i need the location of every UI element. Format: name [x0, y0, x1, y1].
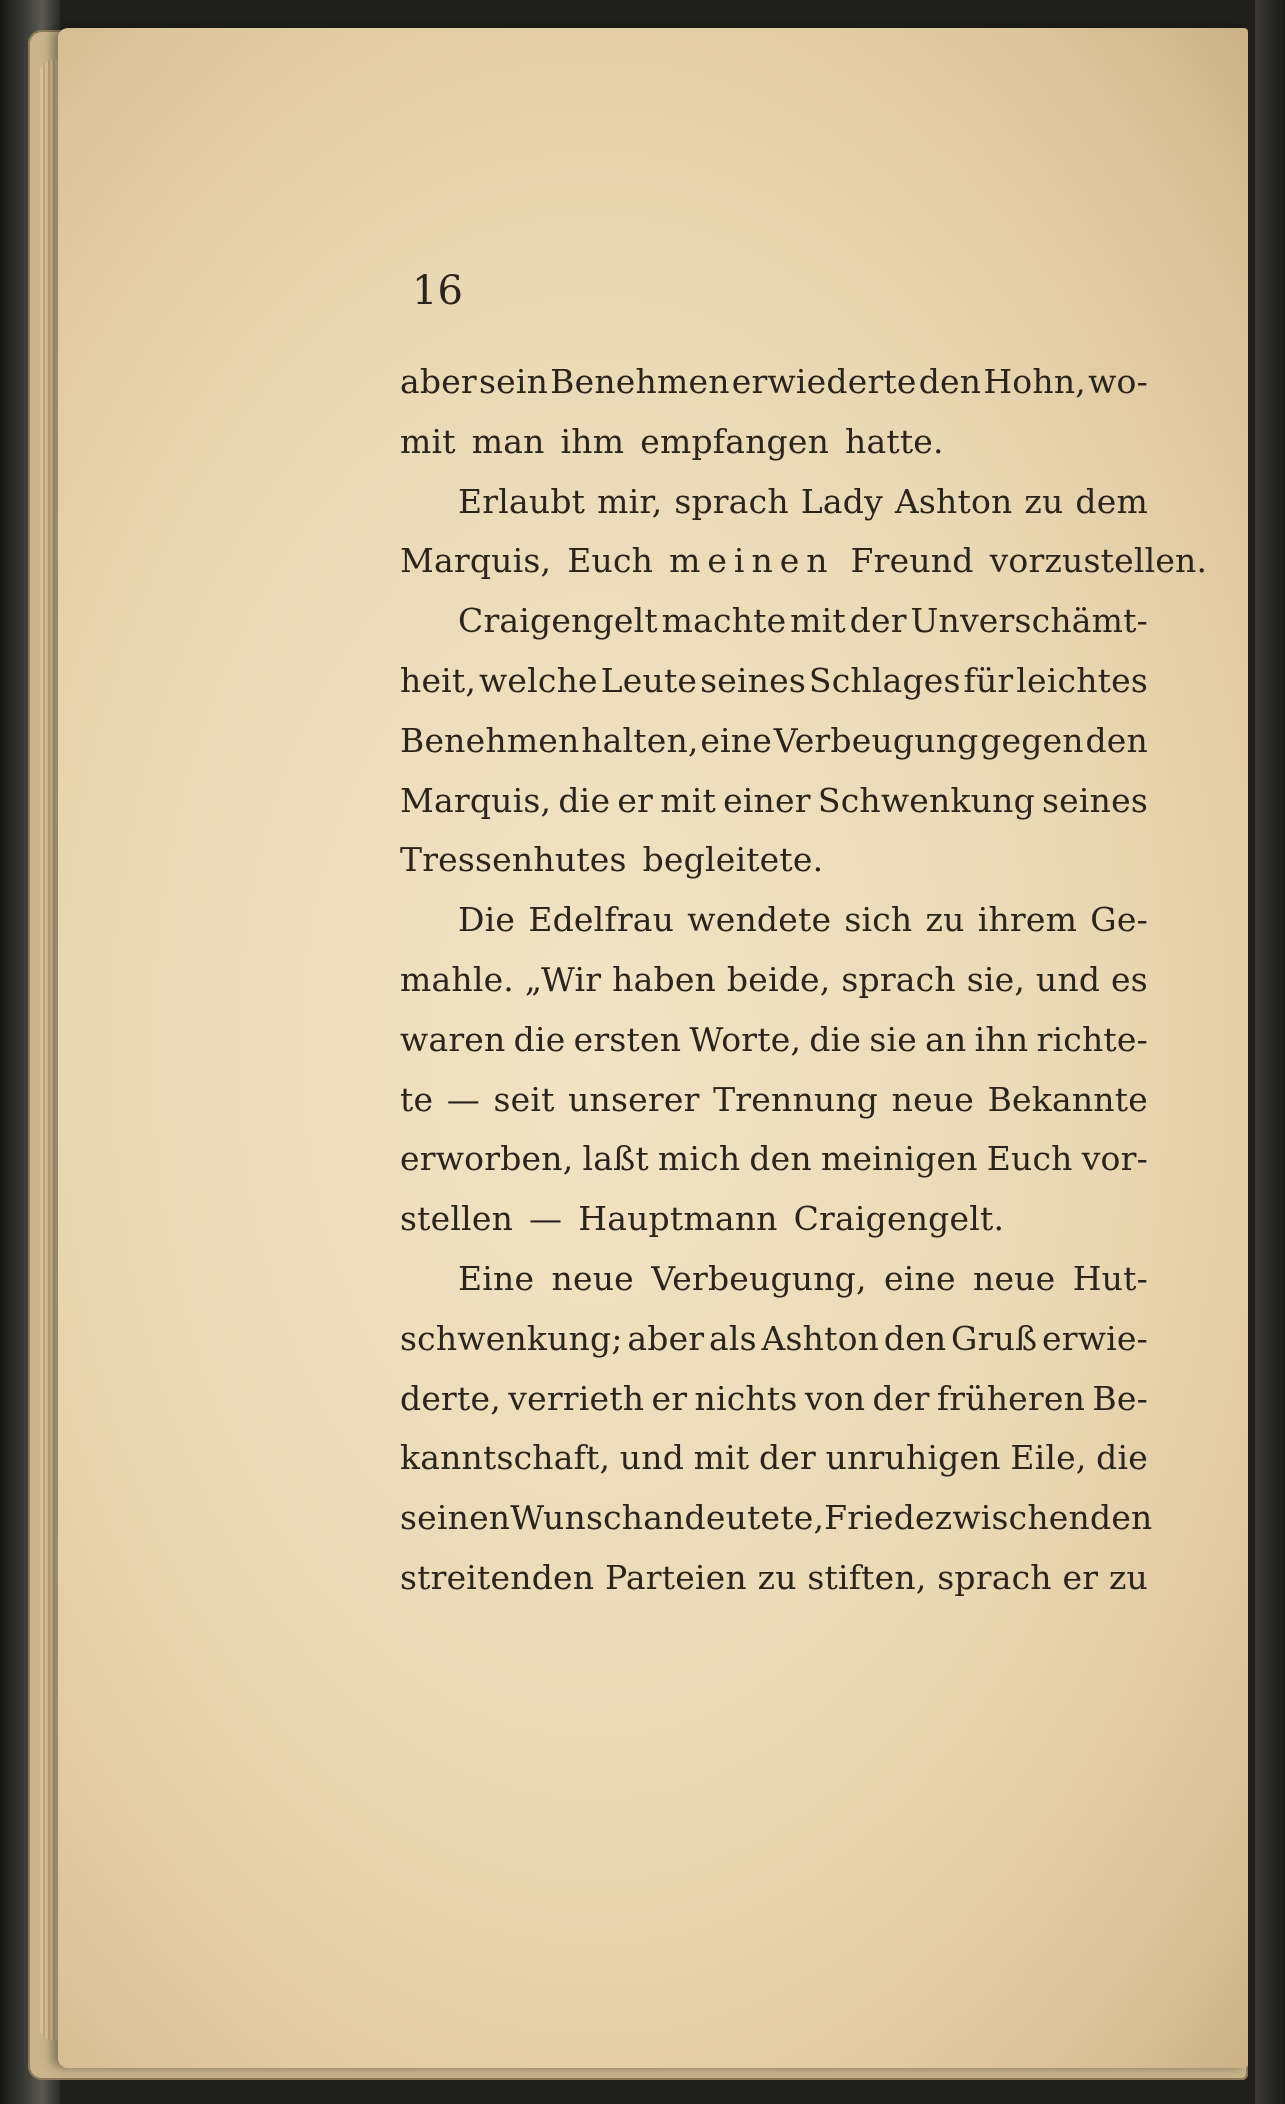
word: der	[758, 1438, 817, 1478]
word: sich	[844, 900, 913, 940]
text-line	[400, 1249, 1148, 1309]
text-line	[400, 1369, 1148, 1429]
word: unserer	[568, 1079, 700, 1119]
word: den	[1090, 1498, 1153, 1538]
word: machte	[661, 601, 787, 641]
word: laßt	[582, 1139, 649, 1179]
word: erwiederte	[731, 362, 917, 401]
word: stiften,	[807, 1557, 927, 1597]
word: seines	[1042, 780, 1148, 820]
word: vor-	[1081, 1139, 1148, 1179]
word: andeutete,	[643, 1498, 825, 1538]
word: Die	[458, 900, 516, 940]
word: Lady	[800, 481, 883, 521]
word: Benehmen	[400, 720, 580, 760]
word: man	[471, 421, 545, 461]
word: Trennung	[713, 1079, 879, 1119]
word: und	[619, 1438, 685, 1478]
word: Bekannte	[987, 1079, 1148, 1119]
word: haben	[612, 959, 717, 999]
word: neue	[891, 1079, 975, 1119]
word: erwie-	[1042, 1318, 1148, 1358]
word: mit	[660, 780, 716, 820]
word: zu	[925, 900, 965, 940]
word: waren	[400, 1019, 506, 1059]
word: Gruß	[951, 1318, 1038, 1358]
word: der	[849, 601, 907, 641]
word: Hut-	[1072, 1258, 1148, 1298]
word: Friede	[824, 1498, 935, 1538]
word: aber	[400, 362, 477, 401]
word: ihrem	[977, 900, 1078, 940]
word: zu	[1024, 481, 1064, 521]
word: die	[513, 1019, 566, 1059]
word: eine	[884, 1258, 956, 1298]
word: Erlaubt	[458, 481, 586, 521]
word: die	[809, 1019, 862, 1059]
word: und	[1035, 959, 1101, 999]
word: heit,	[400, 660, 477, 700]
word: Ashton	[761, 1318, 880, 1358]
word: einer	[723, 780, 811, 820]
word: den	[749, 1139, 812, 1179]
word: hatte.	[845, 421, 944, 461]
word: wendete	[687, 900, 832, 940]
word: Tressenhutes	[400, 840, 627, 880]
word: die	[1096, 1438, 1148, 1478]
word: der	[872, 1378, 930, 1418]
text-line	[400, 1129, 1148, 1189]
word: an	[925, 1019, 967, 1059]
word: er	[617, 780, 654, 820]
word: seinen	[400, 1498, 511, 1538]
word: zwischen	[934, 1498, 1090, 1538]
word: den	[918, 362, 982, 401]
word: Eile,	[1010, 1438, 1087, 1478]
word: zu	[757, 1557, 797, 1597]
word: Verbeugung	[773, 720, 979, 760]
word: es	[1111, 959, 1148, 999]
text-line	[400, 830, 1148, 890]
word: Euch	[567, 541, 654, 581]
word: für	[963, 660, 1014, 700]
word: seines	[700, 660, 806, 700]
word: Ge-	[1090, 900, 1148, 940]
word: nichts	[694, 1378, 798, 1418]
page-number: 16	[412, 268, 463, 314]
word: richte-	[1036, 1019, 1148, 1059]
word: Benehmen	[550, 362, 730, 401]
word: mahle.	[400, 959, 514, 999]
word: ihn	[974, 1019, 1029, 1059]
text-line	[400, 771, 1148, 831]
word: neue	[551, 1258, 634, 1298]
text-line	[400, 950, 1148, 1010]
book-cover-right	[1255, 0, 1285, 2104]
word: die	[558, 780, 611, 820]
word: neue	[973, 1258, 1056, 1298]
text-line	[400, 1428, 1148, 1488]
text-line	[400, 1070, 1148, 1130]
word: streitenden	[400, 1557, 595, 1597]
word: Craigengelt	[458, 601, 658, 641]
text-line	[400, 591, 1148, 651]
word: mich	[657, 1139, 741, 1179]
word: er	[651, 1378, 688, 1418]
word: von	[804, 1378, 866, 1418]
word: Hohn,	[983, 362, 1086, 401]
word: Be-	[1092, 1378, 1148, 1418]
word: aber	[627, 1318, 705, 1358]
word: Eine	[458, 1258, 535, 1298]
word: stellen	[400, 1199, 514, 1239]
word: sie,	[966, 959, 1026, 999]
word: vorzustellen.	[989, 541, 1208, 581]
word: beide,	[726, 959, 831, 999]
body-text	[400, 352, 1208, 1608]
word: erworben,	[400, 1139, 574, 1179]
word: sein	[479, 362, 549, 401]
word: leichtes	[1016, 660, 1148, 700]
text-line	[400, 711, 1148, 771]
word: empfangen	[640, 421, 830, 461]
text-line	[400, 1309, 1148, 1369]
word: „Wir	[524, 959, 602, 999]
text-line	[400, 1010, 1148, 1070]
word: früheren	[936, 1378, 1086, 1418]
word: kanntschaft,	[400, 1438, 611, 1478]
word: verrieth	[508, 1378, 645, 1418]
word: Schwenkung	[817, 780, 1035, 820]
word: Wunsch	[510, 1498, 644, 1538]
text-line	[400, 412, 1148, 472]
word: mir,	[597, 481, 663, 521]
word: halten,	[581, 720, 699, 760]
word: Unverschämt-	[910, 601, 1148, 641]
word: Freund	[850, 541, 974, 581]
word: Marquis,	[400, 541, 552, 581]
word: er	[1062, 1557, 1099, 1597]
word: te	[400, 1079, 434, 1119]
word: unruhigen	[825, 1438, 1001, 1478]
word: Hauptmann	[578, 1199, 778, 1239]
word: —	[446, 1079, 480, 1119]
word: gegen	[980, 720, 1084, 760]
word: als	[709, 1318, 757, 1358]
word: dem	[1075, 481, 1148, 521]
word: schwenkung;	[400, 1318, 623, 1358]
word: Verbeugung,	[651, 1258, 867, 1298]
word: Schlages	[808, 660, 961, 700]
text-line	[400, 531, 1208, 591]
word: mit	[790, 601, 846, 641]
word: Craigengelt.	[793, 1199, 1005, 1239]
word: sie	[869, 1019, 917, 1059]
word: sprach	[841, 959, 956, 999]
word: Parteien	[604, 1557, 747, 1597]
word: mit	[693, 1438, 750, 1478]
word: Ashton	[894, 481, 1013, 521]
word: ersten	[573, 1019, 682, 1059]
word: Edelfrau	[528, 900, 675, 940]
text-line	[400, 1548, 1148, 1608]
word: meinigen	[820, 1139, 978, 1179]
word: eine	[700, 720, 772, 760]
word: begleitete.	[642, 840, 824, 880]
word: ihm	[560, 421, 625, 461]
word: seit	[493, 1079, 555, 1119]
word: welche	[478, 660, 598, 700]
word: mit	[400, 421, 456, 461]
word: wo-	[1088, 362, 1148, 401]
text-line	[400, 651, 1148, 711]
word: —	[529, 1199, 563, 1239]
word: sprach	[674, 481, 789, 521]
word: Worte,	[689, 1019, 802, 1059]
text-line	[400, 1488, 1153, 1548]
text-line	[400, 890, 1148, 950]
word: meinen	[669, 541, 835, 581]
word: derte,	[400, 1378, 501, 1418]
text-line	[400, 1189, 1148, 1249]
word: Marquis,	[400, 780, 552, 820]
word: Leute	[600, 660, 698, 700]
word: den	[1085, 720, 1148, 760]
word: sprach	[937, 1557, 1052, 1597]
word: den	[883, 1318, 947, 1358]
text-line	[400, 352, 1148, 412]
word: zu	[1108, 1557, 1148, 1597]
text-line	[400, 472, 1148, 532]
word: Euch	[986, 1139, 1073, 1179]
